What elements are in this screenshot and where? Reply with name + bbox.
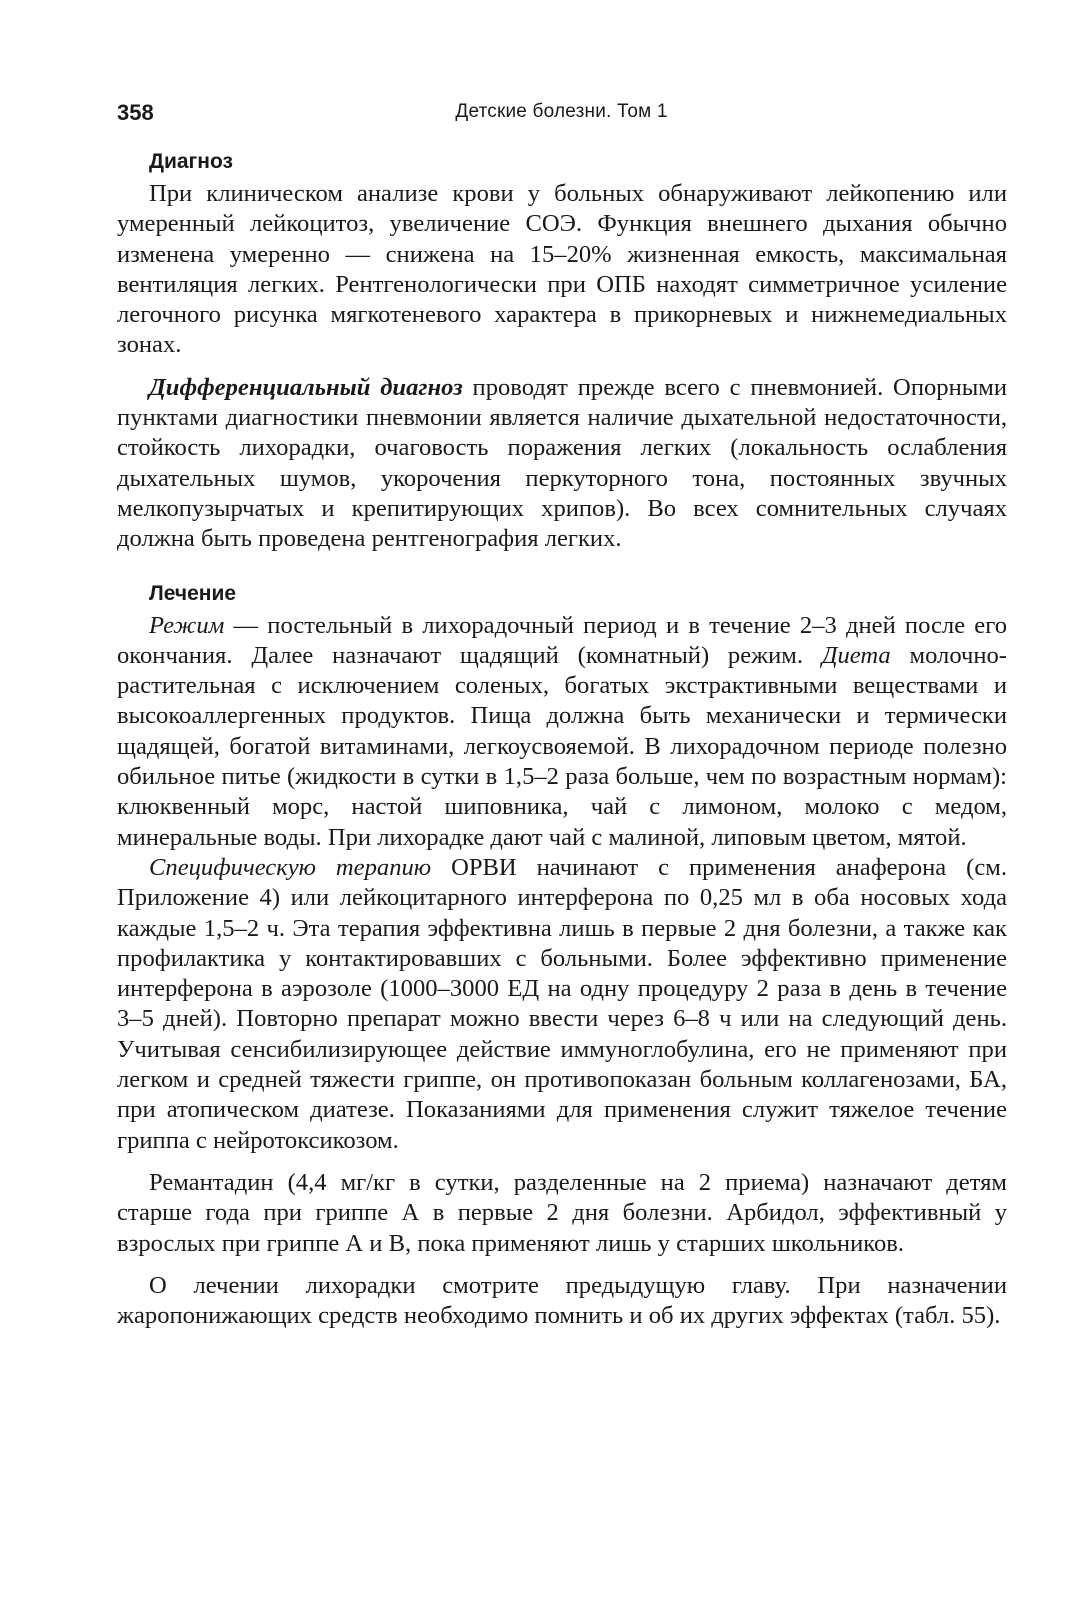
term-specific-therapy: Специфическую терапию	[149, 853, 432, 881]
paragraph-specific-therapy	[117, 853, 1007, 1156]
differential-diagnosis-text: проводят прежде всего с пневмонией. Опорными пунктами диагностики пневмонии является наличие дыхательной недостаточности, стойкость лихорадки, очаговость поражения легких (локальность ослабления дыхательных шумов, укорочения перкуторного тона, постоянных звучных мелкопузырчатых и крепитирующих хрипов). Во всех сомнительных случаях должна быть проведена рентгенография легких.	[117, 373, 1007, 553]
specific-therapy-text: ОРВИ начинают с применения анаферона (см. Приложение 4) или лейкоцитарного интерферона по 0,25 мл в оба носовых хода каждые 1,5–2 ч. Эта терапия эффективна лишь в первые 2 дня болезни, а также как профилактика у контактировавших с больными. Более эффективно применение интерферона в аэрозоле (1000–3000 ЕД на одну процедуру 2 раза в день в течение 3–5 дней). Повторно препарат можно ввести через 6–8 ч или на следующий день. Учитывая сенсибилизирующее действие иммуноглобулина, его не применяют при легком и средней тяжести гриппе, он противопоказан больным коллагенозами, БА, при атопическом диатезе. Показаниями для применения служит тяжелое течение гриппа с нейротоксикозом.	[117, 853, 1007, 1154]
diet-text: молочно-растительная с исключением соленых, богатых экстрактивными веществами и высокоаллергенных продуктов. Пища должна быть механически и термически щадящей, богатой витаминами, легкоусвояемой. В лихорадочном периоде полезно обильное питье (жидкости в сутки в 1,5–2 раза больше, чем по возрастным нормам): клюквенный морс, настой шиповника, чай с лимоном, молоко с медом, минеральные воды. При лихорадке дают чай с малиной, липовым цветом, мятой.	[117, 641, 1008, 851]
page-number: 358	[117, 100, 154, 125]
running-title: Детские болезни. Том 1	[455, 101, 668, 122]
term-differential-diagnosis: Дифференциальный диагноз	[149, 373, 463, 401]
section-heading-treatment: Лечение	[149, 581, 237, 605]
term-regime: Режим	[149, 611, 225, 639]
paragraph-remantadine: Ремантадин (4,4 мг/кг в сутки, разделенные на 2 приема) назначают детям старше года при гриппе А в первые 2 дня болезни. Арбидол, эффективный у взрослых при гриппе А и В, пока применяют лишь у старших школьников.	[117, 1168, 1007, 1257]
paragraph-differential-diagnosis	[117, 373, 1007, 555]
page-body	[117, 147, 1007, 1331]
running-head	[117, 100, 1006, 132]
paragraph-fever-treatment: О лечении лихорадки смотрите предыдущую главу. При назначении жаропонижающих средств необходимо помнить и об их других эффектах (табл. 55).	[117, 1271, 1007, 1330]
term-diet: Диета	[821, 641, 891, 669]
paragraph-regime-diet	[117, 611, 1007, 853]
paragraph-diagnosis: При клиническом анализе крови у больных обнаруживают лейкопению или умеренный лейкоцитоз, увеличение СОЭ. Функция внешнего дыхания обычно изменена умеренно — снижена на 15–20% жизненная емкость, максимальная вентиляция легких. Рентгенологически при ОПБ находят симметричное усиление легочного рисунка мягкотеневого характера в прикорневых и нижнемедиальных зонах.	[117, 180, 1007, 359]
regime-text: — постельный в лихорадочный период и в течение 2–3 дней после его окончания. Далее назначают щадящий (комнатный) режим.	[117, 611, 1007, 669]
section-heading-diagnosis: Диагноз	[149, 150, 233, 173]
